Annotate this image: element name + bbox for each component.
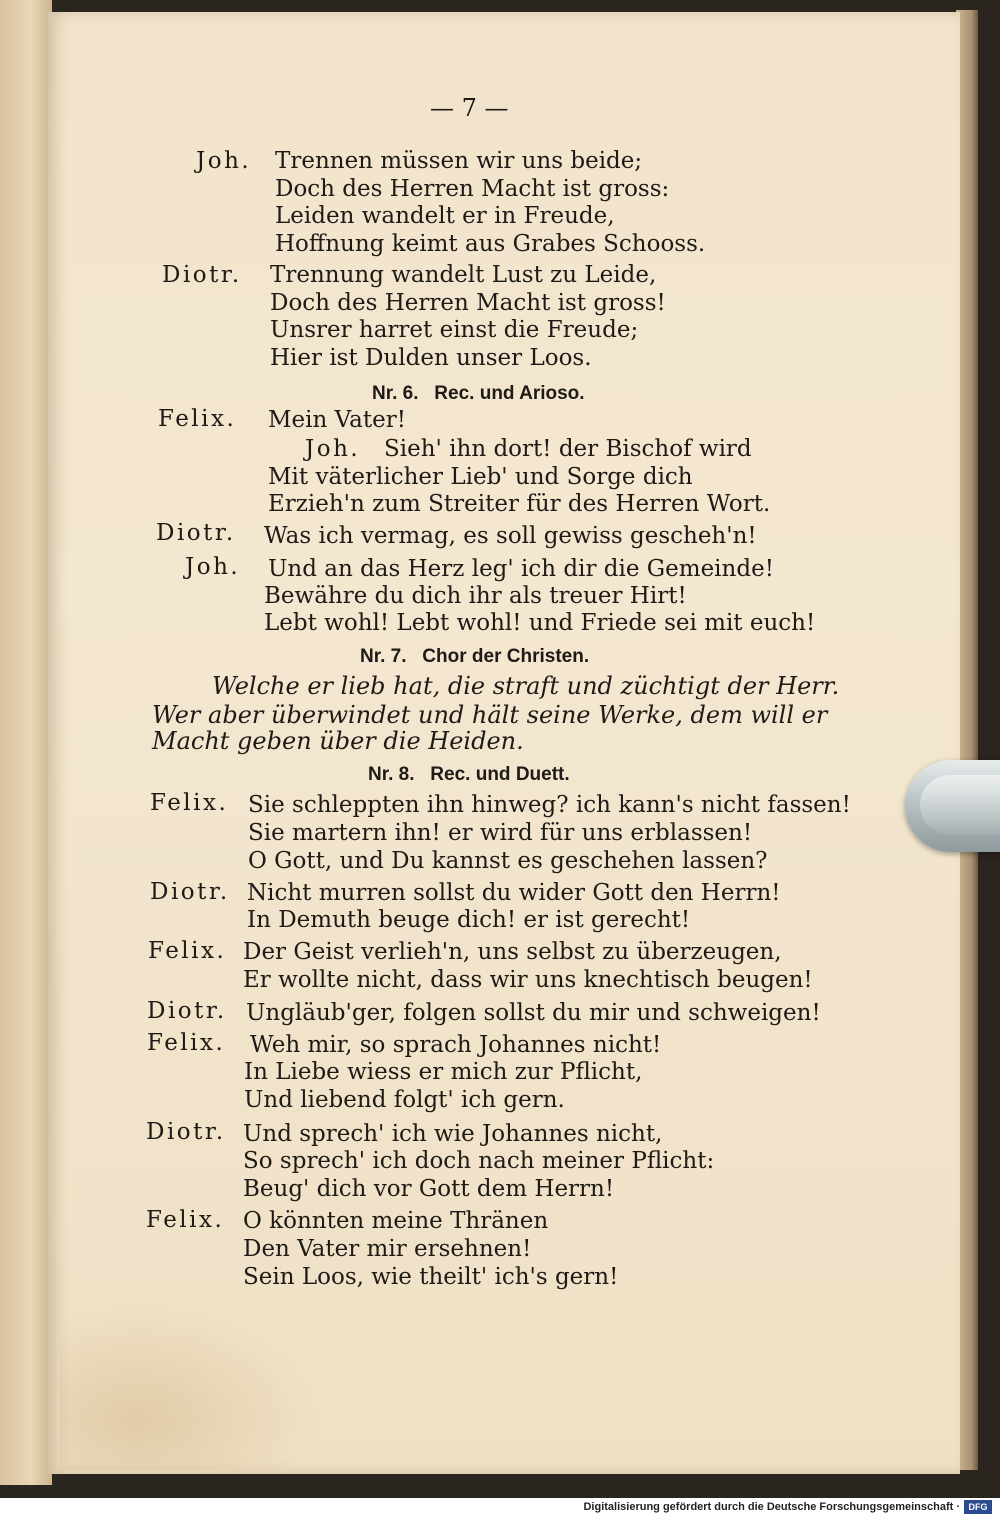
verse-line: Den Vater mir ersehnen! bbox=[243, 1236, 532, 1262]
verse-line: So sprech' ich doch nach meiner Pflicht: bbox=[243, 1148, 715, 1174]
verse-line: Ungläub'ger, folgen sollst du mir und schweigen! bbox=[246, 1000, 821, 1026]
verse-line: In Demuth beuge dich! er ist gerecht! bbox=[247, 907, 691, 933]
verse-line: Trennen müssen wir uns beide; bbox=[275, 148, 643, 174]
verse-line: O könnten meine Thränen bbox=[243, 1208, 549, 1234]
speaker-label: Felix. bbox=[147, 1030, 226, 1056]
verse-line: Er wollte nicht, dass wir uns knechtisch beugen! bbox=[243, 967, 813, 993]
verse-line: In Liebe wiess er mich zur Pflicht, bbox=[244, 1059, 643, 1085]
speaker-label: Felix. bbox=[150, 790, 229, 816]
verse-line: Doch des Herren Macht ist gross: bbox=[275, 176, 670, 202]
speaker-label: Diotr. bbox=[150, 879, 230, 905]
verse-line: Sein Loos, wie theilt' ich's gern! bbox=[243, 1264, 619, 1290]
chorus-line: Wer aber überwindet und hält seine Werke, dem will er bbox=[152, 701, 828, 729]
speaker-label: Felix. bbox=[148, 938, 227, 964]
speaker-label: Joh. bbox=[305, 436, 361, 462]
verse-line: Sie martern ihn! er wird für uns erblassen! bbox=[248, 820, 753, 846]
speaker-label: Diotr. bbox=[147, 998, 227, 1024]
verse-line: Sieh' ihn dort! der Bischof wird bbox=[384, 436, 752, 462]
verse-line: Weh mir, so sprach Johannes nicht! bbox=[250, 1032, 662, 1058]
verse-line: Beug' dich vor Gott dem Herrn! bbox=[243, 1176, 615, 1202]
verse-line: Was ich vermag, es soll gewiss gescheh'n! bbox=[264, 523, 757, 549]
chorus-line: Welche er lieb hat, die straft und züchtigt der Herr. bbox=[212, 672, 840, 700]
verse-line: Trennung wandelt Lust zu Leide, bbox=[270, 262, 657, 288]
verse-line: Erzieh'n zum Streiter für des Herren Wort. bbox=[268, 491, 771, 517]
section-heading: Nr. 6. Rec. und Arioso. bbox=[372, 383, 585, 404]
verse-line: Nicht murren sollst du wider Gott den Herrn! bbox=[247, 880, 781, 906]
speaker-label: Diotr. bbox=[156, 520, 236, 546]
paper-stain bbox=[60, 1300, 320, 1470]
verse-line: Unsrer harret einst die Freude; bbox=[270, 317, 639, 343]
speaker-label: Felix. bbox=[146, 1207, 225, 1233]
verse-line: Und sprech' ich wie Johannes nicht, bbox=[243, 1121, 663, 1147]
page-clip-highlight bbox=[920, 775, 1000, 835]
left-page-strip bbox=[0, 0, 52, 1485]
verse-line: Der Geist verlieh'n, uns selbst zu überzeugen, bbox=[243, 939, 782, 965]
speaker-label: Felix. bbox=[158, 406, 237, 432]
verse-line: Bewähre du dich ihr als treuer Hirt! bbox=[264, 583, 687, 609]
speaker-label: Diotr. bbox=[146, 1119, 226, 1145]
section-heading: Nr. 8. Rec. und Duett. bbox=[368, 764, 570, 785]
verse-line: Und an das Herz leg' ich dir die Gemeinde! bbox=[268, 556, 774, 582]
verse-line: Doch des Herren Macht ist gross! bbox=[270, 290, 666, 316]
verse-line: Hier ist Dulden unser Loos. bbox=[270, 345, 592, 371]
dfg-logo-icon: DFG bbox=[964, 1500, 992, 1514]
verse-line: O Gott, und Du kannst es geschehen lassen? bbox=[248, 848, 768, 874]
verse-line: Leiden wandelt er in Freude, bbox=[275, 203, 615, 229]
verse-line: Und liebend folgt' ich gern. bbox=[244, 1087, 565, 1113]
verse-line: Mit väterlicher Lieb' und Sorge dich bbox=[268, 464, 693, 490]
verse-line: Sie schleppten ihn hinweg? ich kann's nicht fassen! bbox=[248, 792, 851, 818]
speaker-label: Joh. bbox=[185, 554, 241, 580]
verse-line: Lebt wohl! Lebt wohl! und Friede sei mit euch! bbox=[264, 610, 816, 636]
speaker-label: Joh. bbox=[196, 148, 252, 174]
verse-line: Mein Vater! bbox=[268, 407, 406, 433]
footer-bar bbox=[0, 1498, 1000, 1518]
chorus-line: Macht geben über die Heiden. bbox=[152, 727, 524, 755]
page-number: — 7 — bbox=[430, 94, 509, 122]
speaker-label: Diotr. bbox=[162, 262, 242, 288]
footer-credit: Digitalisierung gefördert durch die Deutsche Forschungsgemeinschaft · bbox=[583, 1501, 960, 1513]
verse-line: Hoffnung keimt aus Grabes Schooss. bbox=[275, 231, 706, 257]
section-heading: Nr. 7. Chor der Christen. bbox=[360, 646, 590, 667]
